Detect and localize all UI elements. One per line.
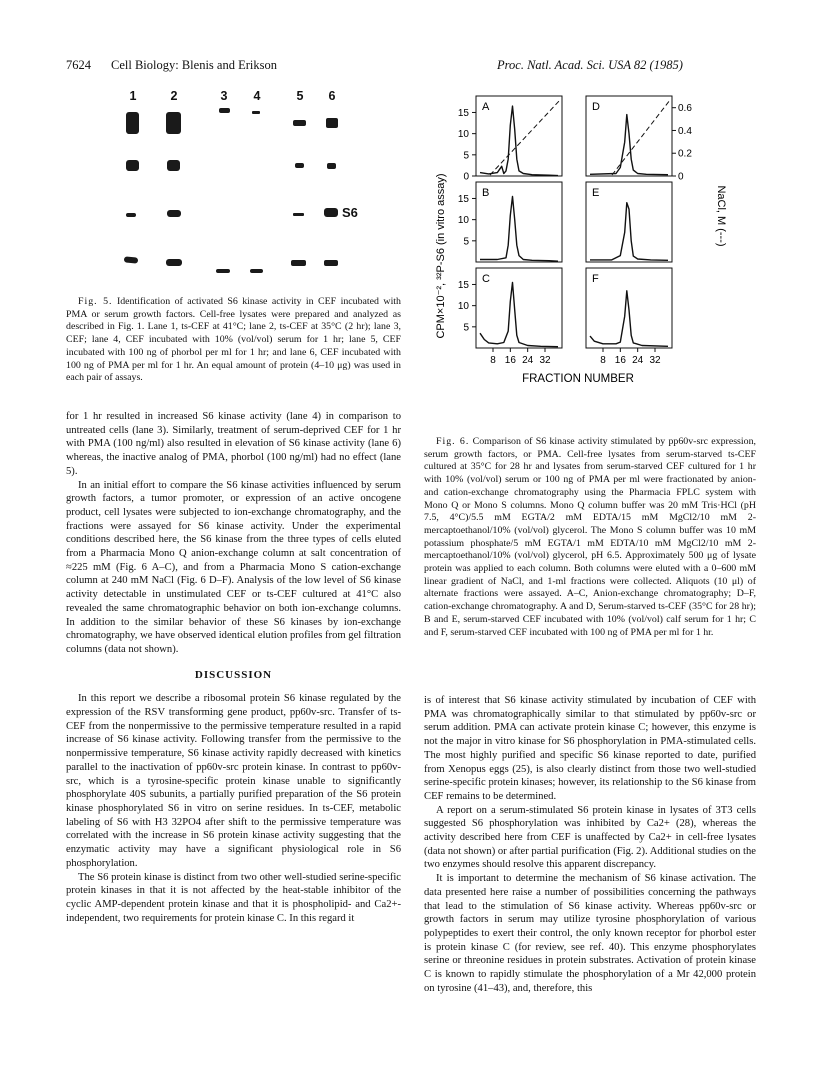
fig5-lane-label: 5 (296, 89, 304, 103)
fig5-caption-head: Fig. 5. (78, 296, 113, 307)
paragraph: In an initial effort to compare the S6 kinase activities influenced by serum growth factors, a tumor promoter, or expression of an active oncogene product, cell lysates were subjected to ion-exchange chromatography, and the fractions were assayed for S6 kinase activity. Under the experimental conditions described here, the S6 kinase from the three types of cells eluted from a Pharmacia Mono Q anion-exchange column at salt concentration of ≈225 mM (Fig. 6 A–C), and from a Pharmacia Mono S cation-exchange column at 240 mM NaCl (Fig. 6 D–F). Analysis of the low level of S6 kinase activity detectable in unstimulated CEF or ts-CEF cultured at 41°C also revealed the same chromatographic behavior on both ion-exchange columns. In addition to the similar behavior of these S6 kinases by ion-exchange chromatography, we have observed identical elution profiles from gel filtration columns (data not shown). (66, 479, 401, 655)
fig6-caption (424, 436, 756, 639)
fig5-lane-label: 3 (220, 89, 228, 103)
fig6-x-tick-label: 32 (539, 355, 551, 366)
fig6-y-tick-label: 15 (457, 193, 469, 205)
running-head: Cell Biology: Blenis and Erikson (111, 58, 277, 72)
fig6-x-tick-label: 16 (614, 355, 626, 366)
fig5-lane-label: 2 (170, 89, 178, 103)
fig6-series-line (590, 291, 668, 347)
fig6-series-line (480, 282, 558, 346)
fig6-y-tick-label: 10 (457, 129, 469, 141)
fig6-y-tick-label: 5 (463, 236, 469, 248)
fig6-y2-axis-label: NaCl, M (---) (715, 185, 727, 247)
fig6-caption-text: Comparison of S6 kinase activity stimulated by pp60v-src expression, serum growth factors, or PMA. Cell-free lysates from serum-starved ts-CEF cultured at 35°C for 28 hr and lysates from serum-starved CEF cultured for 1 hr with 10% (vol/vol) serum or 100 ng of PMA per ml were fractionated by anion- and cation-exchange chromatography using the Pharmacia FPLC system with Mono Q or Mono S columns. Mono Q column buffer was 20 mM Tris·HCl (pH 7.5, 4°C)/5.5 mM EGTA/2 mM EDTA/15 mM MgCl2/10 mM 2-mercaptoethanol/10% (vol/vol) glycerol. The Mono S column buffer was 10 mM potassium phosphate/5 mM EGTA/1 mM EDTA/10 mM MgCl2/10 mM 2-mercaptoethanol/10% (vol/vol) glycerol, pH 6.5. Approximately 500 μg of lysate protein was applied to each column. Both columns were eluted with a 0–600 mM linear gradient of NaCl, and 1-ml fractions were collected. Aliquots (10 μl) of alternate fractions were assayed. A–C, Anion-exchange chromatography; D–F, cation-exchange chromatography. A and D, Serum-starved ts-CEF (35°C for 28 hr); B and E, serum-starved CEF incubated with 10% (vol/vol) calf serum for 1 hr; C and F, serum-starved CEF incubated with 100 ng of PMA per ml for 1 hr. (424, 436, 756, 638)
fig5-lane-label: 4 (253, 89, 261, 103)
fig6-y2-tick-label: 0.4 (678, 125, 692, 137)
fig6-y-tick-label: 5 (463, 150, 469, 162)
fig5-caption (66, 296, 401, 385)
fig6-chart (418, 86, 753, 386)
fig6-y-tick-label: 10 (457, 215, 469, 227)
fig6-y-axis-label: CPM×10⁻², ³²P-S6 (in vitro assay) (435, 173, 447, 339)
paragraph: A report on a serum-stimulated S6 protein kinase in lysates of 3T3 cells suggested S6 phosphorylation was inhibited by Ca2+ (28), whereas the activity described here from CEF is unaffected by Ca2+ in cell-free lysates (data not shown) or after partial purification (Fig. 2). Additional studies on the two enzymes should resolve this apparent discrepancy. (424, 804, 756, 871)
fig6-x-tick-label: 24 (522, 355, 534, 366)
paragraph: is of interest that S6 kinase activity stimulated by incubation of CEF with PMA was chromatographically similar to that stimulated by pp60v-src or serum addition. PMA can activate protein kinase C; however, this enzyme is not the major in vitro kinase for S6 phosphorylation in PMA-stimulated cells. The most highly purified and specific S6 kinase reported to date, purified from Xenopus eggs (25), is also clearly distinct from those two well-studied serine-specific protein kinases; however, its relationship to the S6 kinase from CEF remains to be determined. (424, 695, 756, 802)
page-number: 7624 (66, 58, 91, 72)
fig6-panel-label: A (482, 101, 490, 113)
fig6-x-axis-label: FRACTION NUMBER (522, 373, 634, 385)
fig6-panel-label: B (482, 187, 490, 199)
left-column-text (66, 410, 401, 925)
fig6-panel-label: C (482, 273, 490, 285)
fig6-y-tick-label: 5 (463, 322, 469, 334)
fig6-y-tick-label: 15 (457, 279, 469, 291)
fig6-y-tick-label: 0 (463, 171, 469, 183)
fig6-caption-head: Fig. 6. (436, 436, 470, 447)
fig5-lane-label: 1 (129, 89, 137, 103)
paragraph: In this report we describe a ribosomal protein S6 kinase regulated by the expression of the RSV transforming gene product, pp60v-src. Transfer of ts-CEF from the nonpermissive to the permissive temperature resulted in a rapid increase of S6 kinase activity. Following transfer from the permissive to the nonpermissive temperature, S6 kinase activity rapidly decreased with kinetics parallel to the inactivation of pp60v-src protein kinase. In contrast to pp60v-src, which is a tyrosine-specific protein kinase unable to significantly phosphorylate 40S subunits, a partially purified preparation of the S6 protein kinase phosphorylated S6 in vitro on serine residues. In ts-CEF, metabolic labeling of S6 with H3 32PO4 after shift to the permissive temperature was correlated with the increase in S6 protein kinase activity suggesting that the enzymatic activity may have a significant physiological role in S6 phosphorylation. (66, 693, 401, 869)
fig6-y2-tick-label: 0 (678, 171, 684, 183)
fig6-y2-tick-label: 0.6 (678, 103, 692, 115)
fig6-x-tick-label: 24 (632, 355, 644, 366)
fig6-series-line (480, 196, 558, 261)
fig5-gel-image (100, 84, 380, 294)
fig5-lane-label: 6 (328, 89, 336, 103)
fig6-series-line (590, 203, 668, 261)
paragraph: The S6 protein kinase is distinct from two other well-studied serine-specific protein kinases in that it is not affected by the heat-stable inhibitor of the cyclic AMP-dependent protein kinase and that it is phospholipid- and Ca2+-independent, two requirements for protein kinase C. In this regard it (66, 871, 401, 924)
right-column-text (424, 694, 756, 995)
fig6-panel-label: E (592, 187, 600, 199)
fig6-series-line (480, 106, 558, 176)
fig6-y2-tick-label: 0.2 (678, 148, 692, 160)
journal-citation: Proc. Natl. Acad. Sci. USA 82 (1985) (497, 58, 683, 72)
section-heading: DISCUSSION (194, 668, 273, 681)
paragraph: for 1 hr resulted in increased S6 kinase activity (lane 4) in comparison to untreated cells (lane 3). Similarly, treatment of serum-deprived CEF for 1 hr with PMA (100 ng/ml) also resulted in elevation of S6 kinase activity (lane 6) whereas, the inactive analog of PMA, phorbol (100 ng/ml) had no effect (lane 5). (66, 411, 401, 477)
fig6-x-tick-label: 8 (600, 355, 606, 366)
fig6-x-tick-label: 8 (490, 355, 496, 366)
fig6-panel-label: F (592, 273, 599, 285)
fig5-s6-label: S6 (342, 205, 358, 220)
paragraph: It is important to determine the mechanism of S6 kinase activation. The data presented here raise a number of possibilities concerning the pathways that lead to the stimulation of S6 kinase activity. Whereas pp60v-src or growth factors in serum may utilize tyrosine phosphorylation of various polypeptides to exert their control, the only known receptor for phorbol ester is protein kinase C (for review, see ref. 40). This enzyme phosphorylates serine or threonine residues in protein substrates. Activation of protein kinase C is known to rapidly stimulate the phosphorylation of a Mr 42,000 protein on tyrosine (41–43), and, therefore, this (424, 873, 756, 994)
fig6-x-tick-label: 32 (649, 355, 661, 366)
fig6-gradient-line (490, 100, 560, 175)
fig5-caption-text: Identification of activated S6 kinase activity in CEF incubated with PMA or serum growth factors. Cell-free lysates were prepared and analyzed as described in Fig. 1. Lane 1, ts-CEF at 41°C; lane 2, ts-CEF at 35°C (2 hr); lane 3, CEF; lane 4, CEF incubated with 10% (vol/vol) serum for 1 hr; lane 5, CEF incubated with 100 ng of phorbol per ml for 1 hr; and lane 6, CEF incubated with 100 ng of PMA per ml for 1 hr. An equal amount of protein (4–10 μg) was used in each pair of assays. (66, 296, 401, 384)
fig6-panel-label: D (592, 101, 600, 113)
fig6-y-tick-label: 10 (457, 301, 469, 313)
fig6-x-tick-label: 16 (504, 355, 516, 366)
fig6-series-line (590, 115, 668, 175)
fig6-y-tick-label: 15 (457, 107, 469, 119)
